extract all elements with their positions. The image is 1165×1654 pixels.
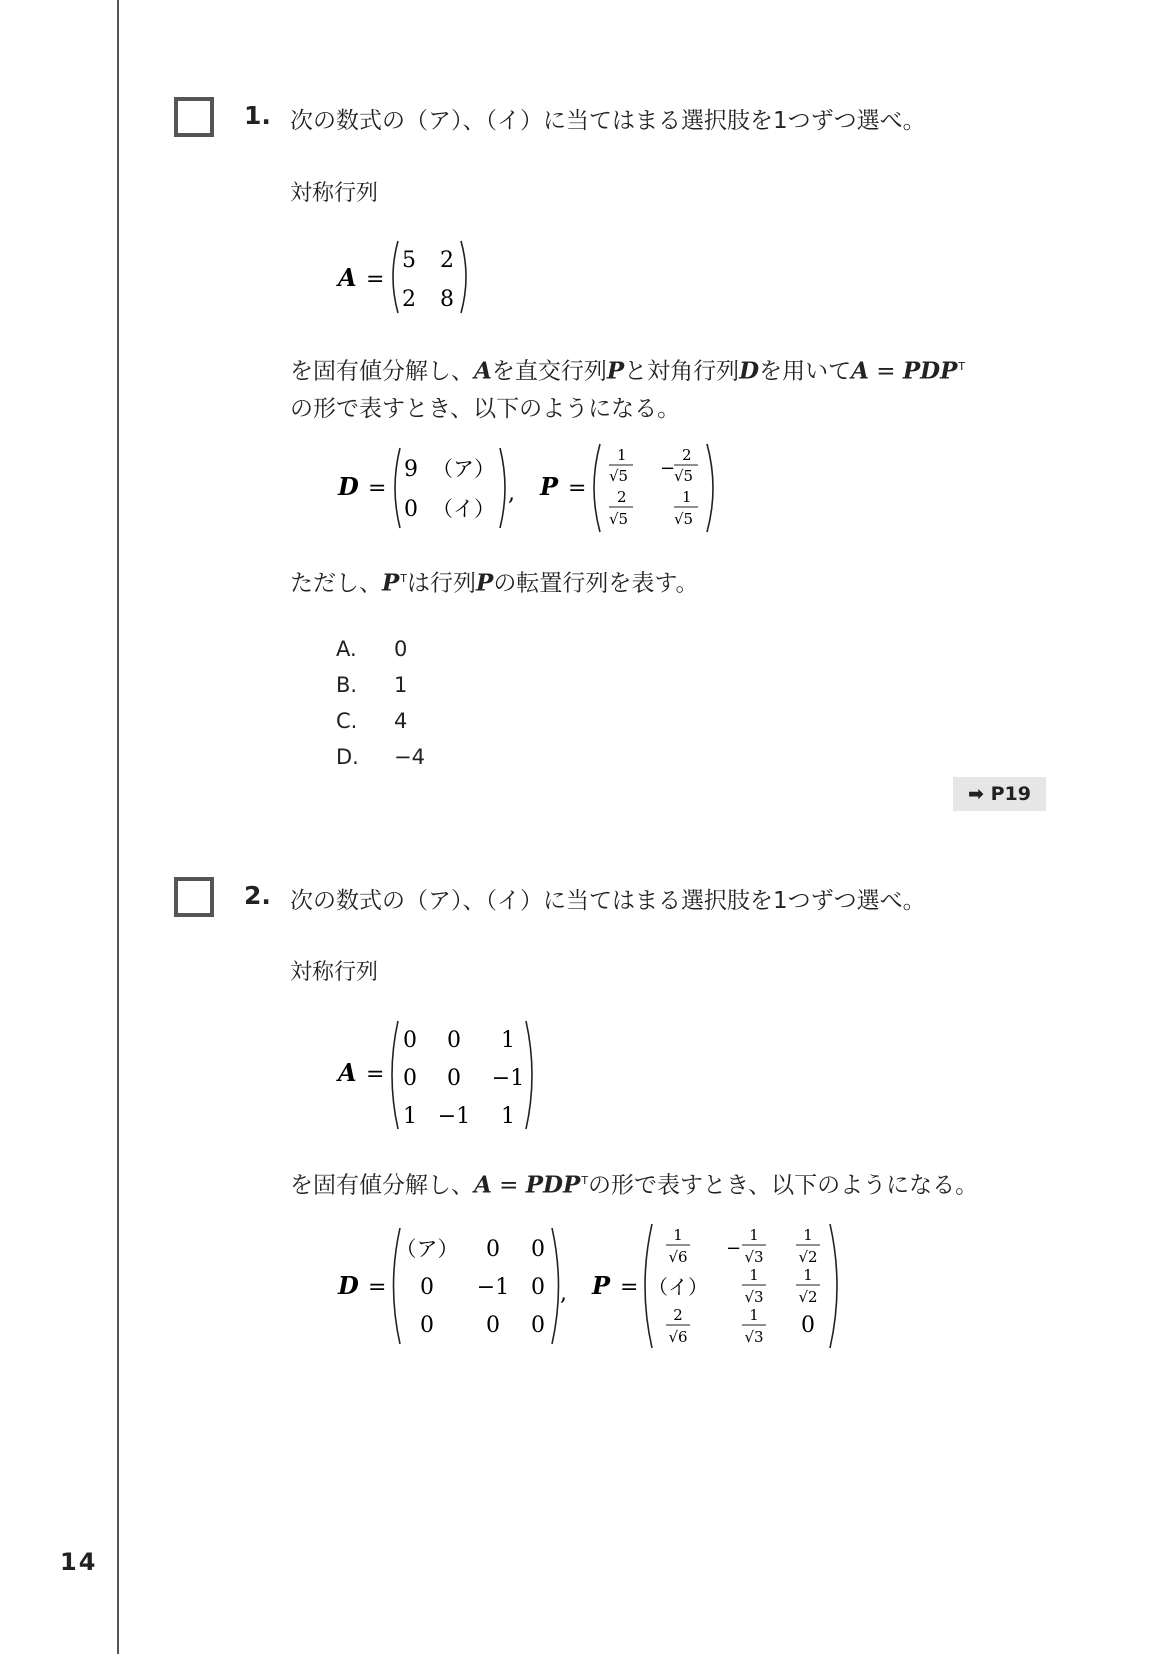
matrix-A-cell: 8 <box>440 287 454 312</box>
choice-item[interactable]: C. 4 <box>336 709 408 733</box>
svg-text:√5: √5 <box>674 467 694 485</box>
question-1-number: 1. <box>244 101 271 130</box>
matrix-D-cell: 0 <box>486 1313 500 1338</box>
question-1-transpose-note: ただし、$P^T$は行列Pの転置行列を表す。 <box>290 569 699 597</box>
svg-text:D: D <box>338 1271 359 1300</box>
question-2-decomp-text: を固有値分解し、$A = PDP^T$の形で表すとき、以下のようになる。 <box>290 1171 979 1199</box>
svg-text:,: , <box>560 1281 567 1306</box>
question-2-matrix-D-P <box>330 1222 850 1352</box>
question-2-number: 2. <box>244 881 271 910</box>
svg-text:√6: √6 <box>668 1328 688 1346</box>
matrix-A-cell: 1 <box>501 1028 515 1053</box>
matrix-A-cell: 0 <box>447 1066 461 1091</box>
matrix-A-cell: 0 <box>447 1028 461 1053</box>
matrix-D-cell: （イ） <box>432 497 495 521</box>
question-1-decomp-text: を固有値分解し、Aを直交行列Pと対角行列Dを用いて$A = PDP^T$ の形で表すとき、以下のようになる。 <box>290 357 966 422</box>
matrix-A-cell: 2 <box>440 248 454 273</box>
matrix-D-cell: 0 <box>420 1313 434 1338</box>
question-2-checkbox[interactable] <box>174 877 214 917</box>
matrix-A-cell: 0 <box>403 1028 417 1053</box>
page-reference-link[interactable]: ➡ P19 <box>953 777 1046 811</box>
svg-text:√3: √3 <box>744 1328 764 1346</box>
svg-text:−: − <box>726 1238 742 1259</box>
svg-text:=: = <box>366 267 385 292</box>
choice-item[interactable]: A. 0 <box>336 637 408 661</box>
matrix-D-cell: 0 <box>531 1237 545 1262</box>
svg-text:√3: √3 <box>744 1248 764 1266</box>
matrix-P-cell: （イ） <box>648 1275 708 1299</box>
choice-item[interactable]: D. −4 <box>336 745 425 769</box>
svg-text:2: 2 <box>673 1306 683 1324</box>
matrix-A-cell: 0 <box>403 1066 417 1091</box>
svg-text:,: , <box>508 481 515 506</box>
svg-text:1: 1 <box>749 1306 759 1324</box>
svg-text:√5: √5 <box>609 510 629 528</box>
matrix-A-cell: 2 <box>402 287 416 312</box>
matrix-D-cell: （ア） <box>432 457 495 481</box>
svg-text:1: 1 <box>803 1226 813 1244</box>
svg-text:1: 1 <box>749 1266 759 1284</box>
matrix-D-cell: 0 <box>404 497 418 522</box>
question-2-label: 対称行列 <box>290 960 379 985</box>
matrix-A-cell: −1 <box>437 1104 471 1129</box>
svg-text:2: 2 <box>682 446 692 464</box>
svg-text:D: D <box>338 472 359 501</box>
svg-text:=: = <box>568 476 587 501</box>
matrix-A-cell: 1 <box>501 1104 515 1129</box>
svg-text:√5: √5 <box>674 510 694 528</box>
svg-text:√2: √2 <box>798 1288 818 1306</box>
question-1-matrix-A <box>330 235 490 320</box>
svg-text:1: 1 <box>682 488 692 506</box>
margin-rule <box>117 0 119 1654</box>
svg-text:2: 2 <box>617 488 627 506</box>
choice-item[interactable]: B. 1 <box>336 673 408 697</box>
matrix-D-cell: 0 <box>486 1237 500 1262</box>
matrix-D-cell: 9 <box>404 457 418 482</box>
matrix-D-cell: 0 <box>531 1313 545 1338</box>
question-1-prompt: 次の数式の（ア）、（イ）に当てはまる選択肢を1つずつ選べ。 <box>290 108 926 134</box>
svg-text:1: 1 <box>749 1226 759 1244</box>
question-1-label: 対称行列 <box>290 181 379 206</box>
page-number: 14 <box>60 1548 98 1576</box>
svg-text:=: = <box>368 1275 387 1300</box>
matrix-D-cell: −1 <box>476 1275 510 1300</box>
svg-text:A: A <box>338 263 357 292</box>
svg-text:√2: √2 <box>798 1248 818 1266</box>
svg-text:=: = <box>366 1062 385 1087</box>
svg-text:=: = <box>368 476 387 501</box>
question-1-checkbox[interactable] <box>174 97 214 137</box>
svg-text:P: P <box>540 472 559 501</box>
svg-text:1: 1 <box>803 1266 813 1284</box>
svg-text:1: 1 <box>673 1226 683 1244</box>
matrix-A-cell: 1 <box>403 1104 417 1129</box>
matrix-D-cell: 0 <box>420 1275 434 1300</box>
question-1-matrix-D-P <box>330 440 730 535</box>
svg-text:−: − <box>660 458 676 479</box>
question-2-prompt: 次の数式の（ア）、（イ）に当てはまる選択肢を1つずつ選べ。 <box>290 888 926 914</box>
svg-text:√3: √3 <box>744 1288 764 1306</box>
svg-text:=: = <box>620 1275 639 1300</box>
matrix-D-cell: 0 <box>531 1275 545 1300</box>
question-2-matrix-A <box>330 1015 550 1135</box>
question-1-choices <box>336 637 425 781</box>
svg-text:1: 1 <box>617 446 627 464</box>
svg-text:√6: √6 <box>668 1248 688 1266</box>
matrix-A-cell: −1 <box>491 1066 525 1091</box>
matrix-P-cell: 0 <box>801 1313 815 1338</box>
matrix-D-cell: （ア） <box>395 1237 459 1261</box>
svg-text:P: P <box>592 1271 611 1300</box>
svg-text:A: A <box>338 1058 357 1087</box>
svg-text:√5: √5 <box>609 467 629 485</box>
matrix-A-cell: 5 <box>402 248 416 273</box>
